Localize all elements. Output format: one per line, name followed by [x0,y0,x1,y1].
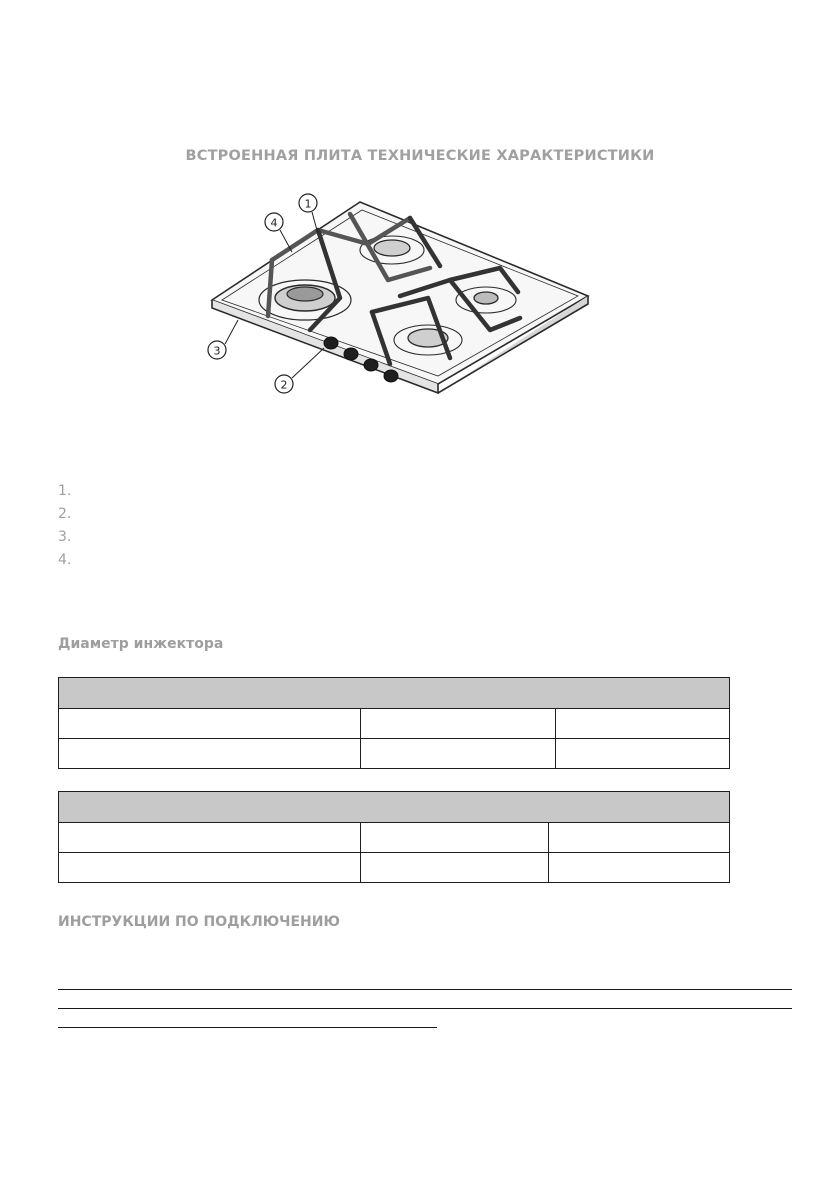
svg-text:3: 3 [213,344,221,358]
table-cell [59,823,361,853]
callout-2 [275,348,324,393]
parts-list [58,480,80,572]
table-cell [548,853,729,883]
table-header-cell [59,678,730,709]
callout-3 [208,320,238,359]
table-cell [360,853,548,883]
table-cell [360,739,555,769]
text-underline-1 [58,989,792,990]
text-underline-2 [58,1008,792,1009]
table-header-row [59,792,730,823]
table-row [59,739,730,769]
table-row [59,853,730,883]
table-row [59,709,730,739]
callout-4 [265,213,292,252]
list-item [58,503,80,526]
table-cell [548,823,729,853]
text-underline-3 [58,1027,437,1028]
list-item-number: 1. [58,483,72,499]
table-header-cell [59,792,730,823]
table-cell [59,853,361,883]
table-cell [360,823,548,853]
cooktop-diagram [200,188,600,408]
cooktop-drawing [200,188,600,408]
table-cell [59,739,361,769]
list-item [58,549,80,572]
injector-diameter-heading: Диаметр инжектора [58,636,224,652]
table-row [59,823,730,853]
injector-table-2 [58,791,730,883]
svg-text:2: 2 [280,378,288,392]
table-cell [555,739,729,769]
page-title: ВСТРОЕННАЯ ПЛИТА ТЕХНИЧЕСКИЕ ХАРАКТЕРИСТИКИ [185,148,655,164]
table-header-row [59,678,730,709]
list-item-number: 4. [58,552,72,568]
injector-table-1 [58,677,730,769]
callout-1 [299,194,318,234]
list-item-number: 3. [58,529,72,545]
table-cell [360,709,555,739]
svg-text:1: 1 [304,197,312,211]
table-cell [555,709,729,739]
table-cell [59,709,361,739]
list-item [58,480,80,503]
list-item [58,526,80,549]
list-item-number: 2. [58,506,72,522]
svg-text:4: 4 [270,216,278,230]
connection-instructions-heading: ИНСТРУКЦИИ ПО ПОДКЛЮЧЕНИЮ [58,914,340,930]
